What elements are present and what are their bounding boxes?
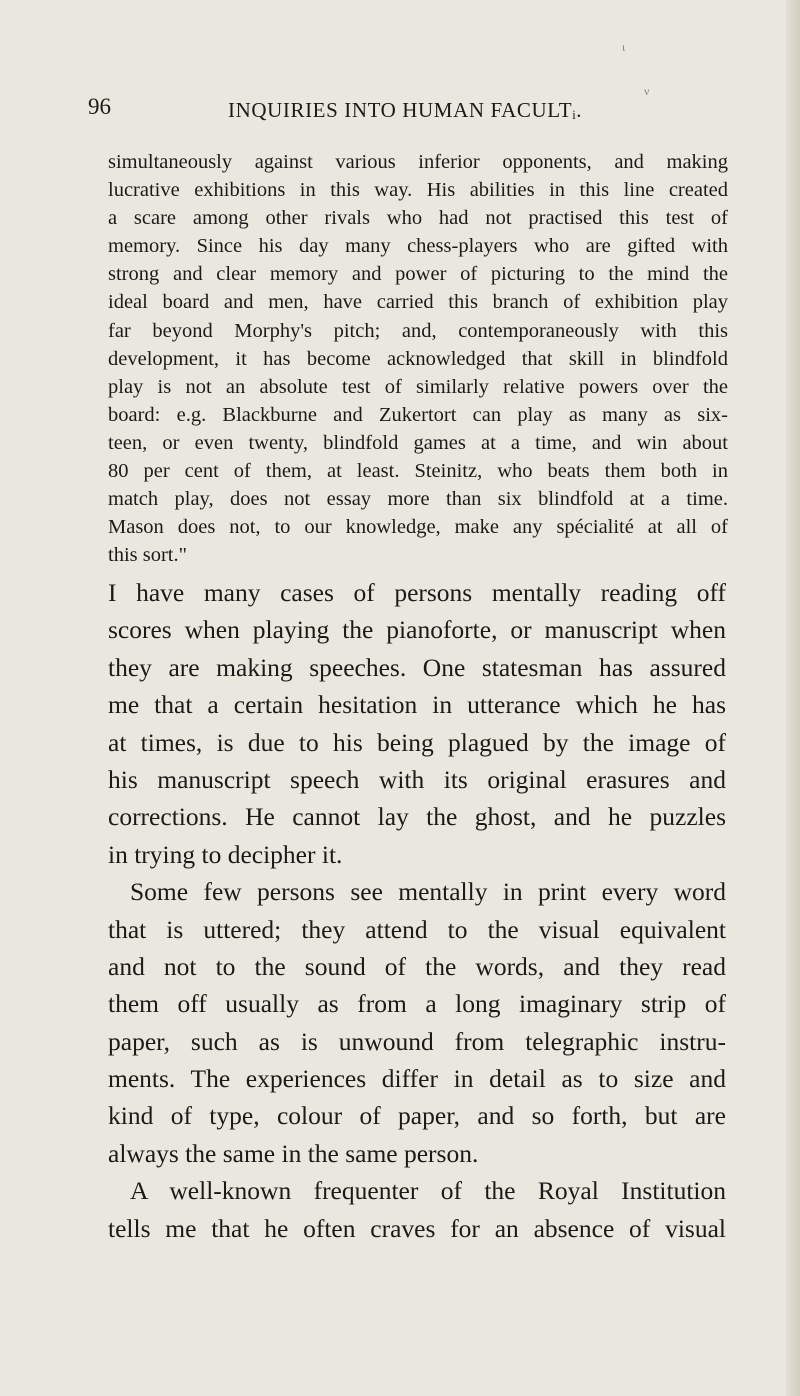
text-line: ideal board and men, have carried this branch of exhibition play: [108, 291, 728, 314]
text-line: I have many cases of persons mentally reading off: [108, 578, 726, 607]
main-text: [108, 574, 726, 1247]
text-line: development, it has become acknowledged that skill in blindfold: [108, 347, 728, 370]
text-line: teen, or even twenty, blindfold games at a time, and win about: [108, 431, 728, 454]
text-line: simultaneously against various inferior opponents, and making: [108, 151, 728, 173]
text-line: paper, such as is unwound from telegraphic instru-: [108, 1026, 726, 1056]
text-line: me that a certain hesitation in utterance which he has: [108, 690, 726, 720]
quoted-passage: [108, 148, 728, 569]
text-line: a scare among other rivals who had not practised this test of: [108, 207, 728, 230]
page-header: [0, 94, 800, 134]
text-line: that is uttered; they attend to the visual equivalent: [108, 914, 726, 944]
page-number: 96: [88, 94, 111, 119]
text-line: kind of type, colour of paper, and so forth, but are: [108, 1101, 726, 1131]
running-head: INQUIRIES INTO HUMAN FACULTᵢ.: [228, 98, 583, 122]
text-line: strong and clear memory and power of picturing to the mind the: [108, 263, 728, 286]
text-line: Some few persons see mentally in print every word: [130, 877, 726, 907]
text-line: this sort.": [108, 544, 187, 567]
text-line: ments. The experiences differ in detail as to size and: [108, 1064, 726, 1094]
text-line: corrections. He cannot lay the ghost, and he puzzles: [108, 802, 726, 832]
stray-mark: ι: [622, 40, 626, 54]
text-line: play is not an absolute test of similarly relative powers over the: [108, 375, 728, 398]
text-line: Mason does not, to our knowledge, make any spécialité at all of: [108, 516, 728, 539]
text-line: at times, is due to his being plagued by the image of: [108, 727, 726, 757]
stray-mark: ν: [644, 84, 650, 98]
text-line: match play, does not essay more than six blindfold at a time.: [108, 488, 728, 511]
text-line: 80 per cent of them, at least. Steinitz, who beats them both in: [108, 460, 728, 483]
text-line: and not to the sound of the words, and they read: [108, 951, 726, 981]
text-line: scores when playing the pianoforte, or manuscript when: [108, 615, 726, 645]
text-line: board: e.g. Blackburne and Zukertort can play as many as six-: [108, 403, 728, 426]
text-line: they are making speeches. One statesman has assured: [108, 652, 726, 682]
text-line: in trying to decipher it.: [108, 839, 343, 869]
text-line: far beyond Morphy's pitch; and, contemporaneously with this: [108, 319, 728, 342]
text-line: them off usually as from a long imaginary strip of: [108, 989, 726, 1019]
text-line: memory. Since his day many chess-players who are gifted with: [108, 235, 728, 258]
text-line: tells me that he often craves for an absence of visual: [108, 1213, 726, 1243]
text-line: his manuscript speech with its original erasures and: [108, 764, 726, 794]
page-edge-shadow: [786, 0, 800, 1396]
text-line: always the same in the same person.: [108, 1138, 479, 1168]
text-line: lucrative exhibitions in this way. His abilities in this line created: [108, 179, 728, 202]
text-line: A well-known frequenter of the Royal Institution: [130, 1176, 726, 1206]
